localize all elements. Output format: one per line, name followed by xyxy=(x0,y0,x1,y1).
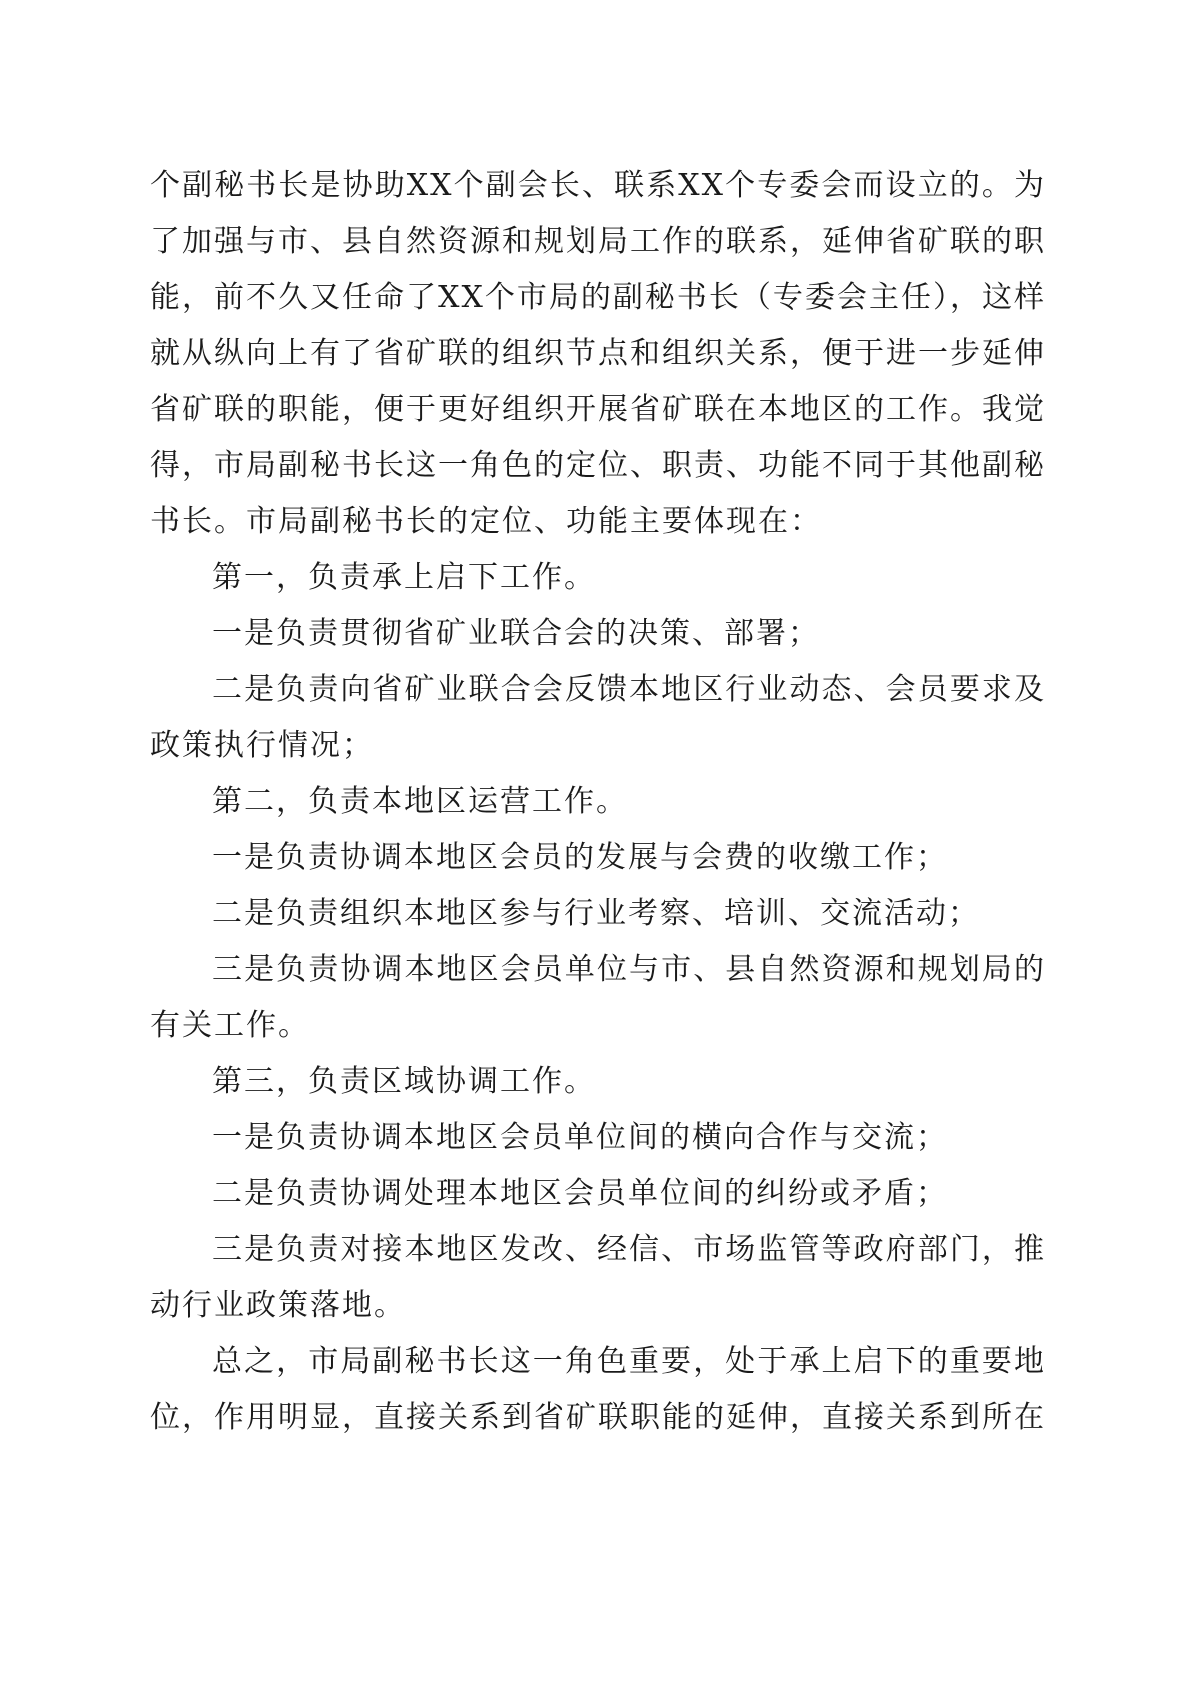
paragraph-item: 二是负责组织本地区参与行业考察、培训、交流活动； xyxy=(212,896,980,931)
paragraph-item: 三是负责协调本地区会员单位与市、县自然资源和规划局的有关工作。 xyxy=(150,952,1046,1043)
paragraph-heading-second: 第二，负责本地区运营工作。 xyxy=(212,784,628,819)
paragraph-item: 二是负责向省矿业联合会反馈本地区行业动态、会员要求及政策执行情况； xyxy=(150,672,1046,763)
paragraph-item: 一是负责协调本地区会员的发展与会费的收缴工作； xyxy=(212,840,948,875)
paragraph-heading-first: 第一，负责承上启下工作。 xyxy=(212,560,596,595)
document-body xyxy=(150,158,1046,1446)
paragraph-heading-third: 第三，负责区域协调工作。 xyxy=(212,1064,596,1099)
paragraph-conclusion: 总之，市局副秘书长这一角色重要，处于承上启下的重要地位，作用明显，直接关系到省矿联职能的延伸，直接关系到所在 xyxy=(150,1344,1046,1435)
paragraph-item: 一是负责协调本地区会员单位间的横向合作与交流； xyxy=(212,1120,948,1155)
paragraph-item: 二是负责协调处理本地区会员单位间的纠纷或矛盾； xyxy=(212,1176,948,1211)
paragraph-item: 一是负责贯彻省矿业联合会的决策、部署； xyxy=(212,616,820,651)
paragraph-intro: 个副秘书长是协助XX个副会长、联系XX个专委会而设立的。为了加强与市、县自然资源和规划局工作的联系，延伸省矿联的职能，前不久又任命了XX个市局的副秘书长（专委会主任），这样就从纵向上有了省矿联的组织节点和组织关系，便于进一步延伸省矿联的职能，便于更好组织开展省矿联在本地区的工作。我觉得，市局副秘书长这一角色的定位、职责、功能不同于其他副秘书长。市局副秘书长的定位、功能主要体现在： xyxy=(150,168,1046,539)
paragraph-item: 三是负责对接本地区发改、经信、市场监管等政府部门，推动行业政策落地。 xyxy=(150,1232,1046,1323)
